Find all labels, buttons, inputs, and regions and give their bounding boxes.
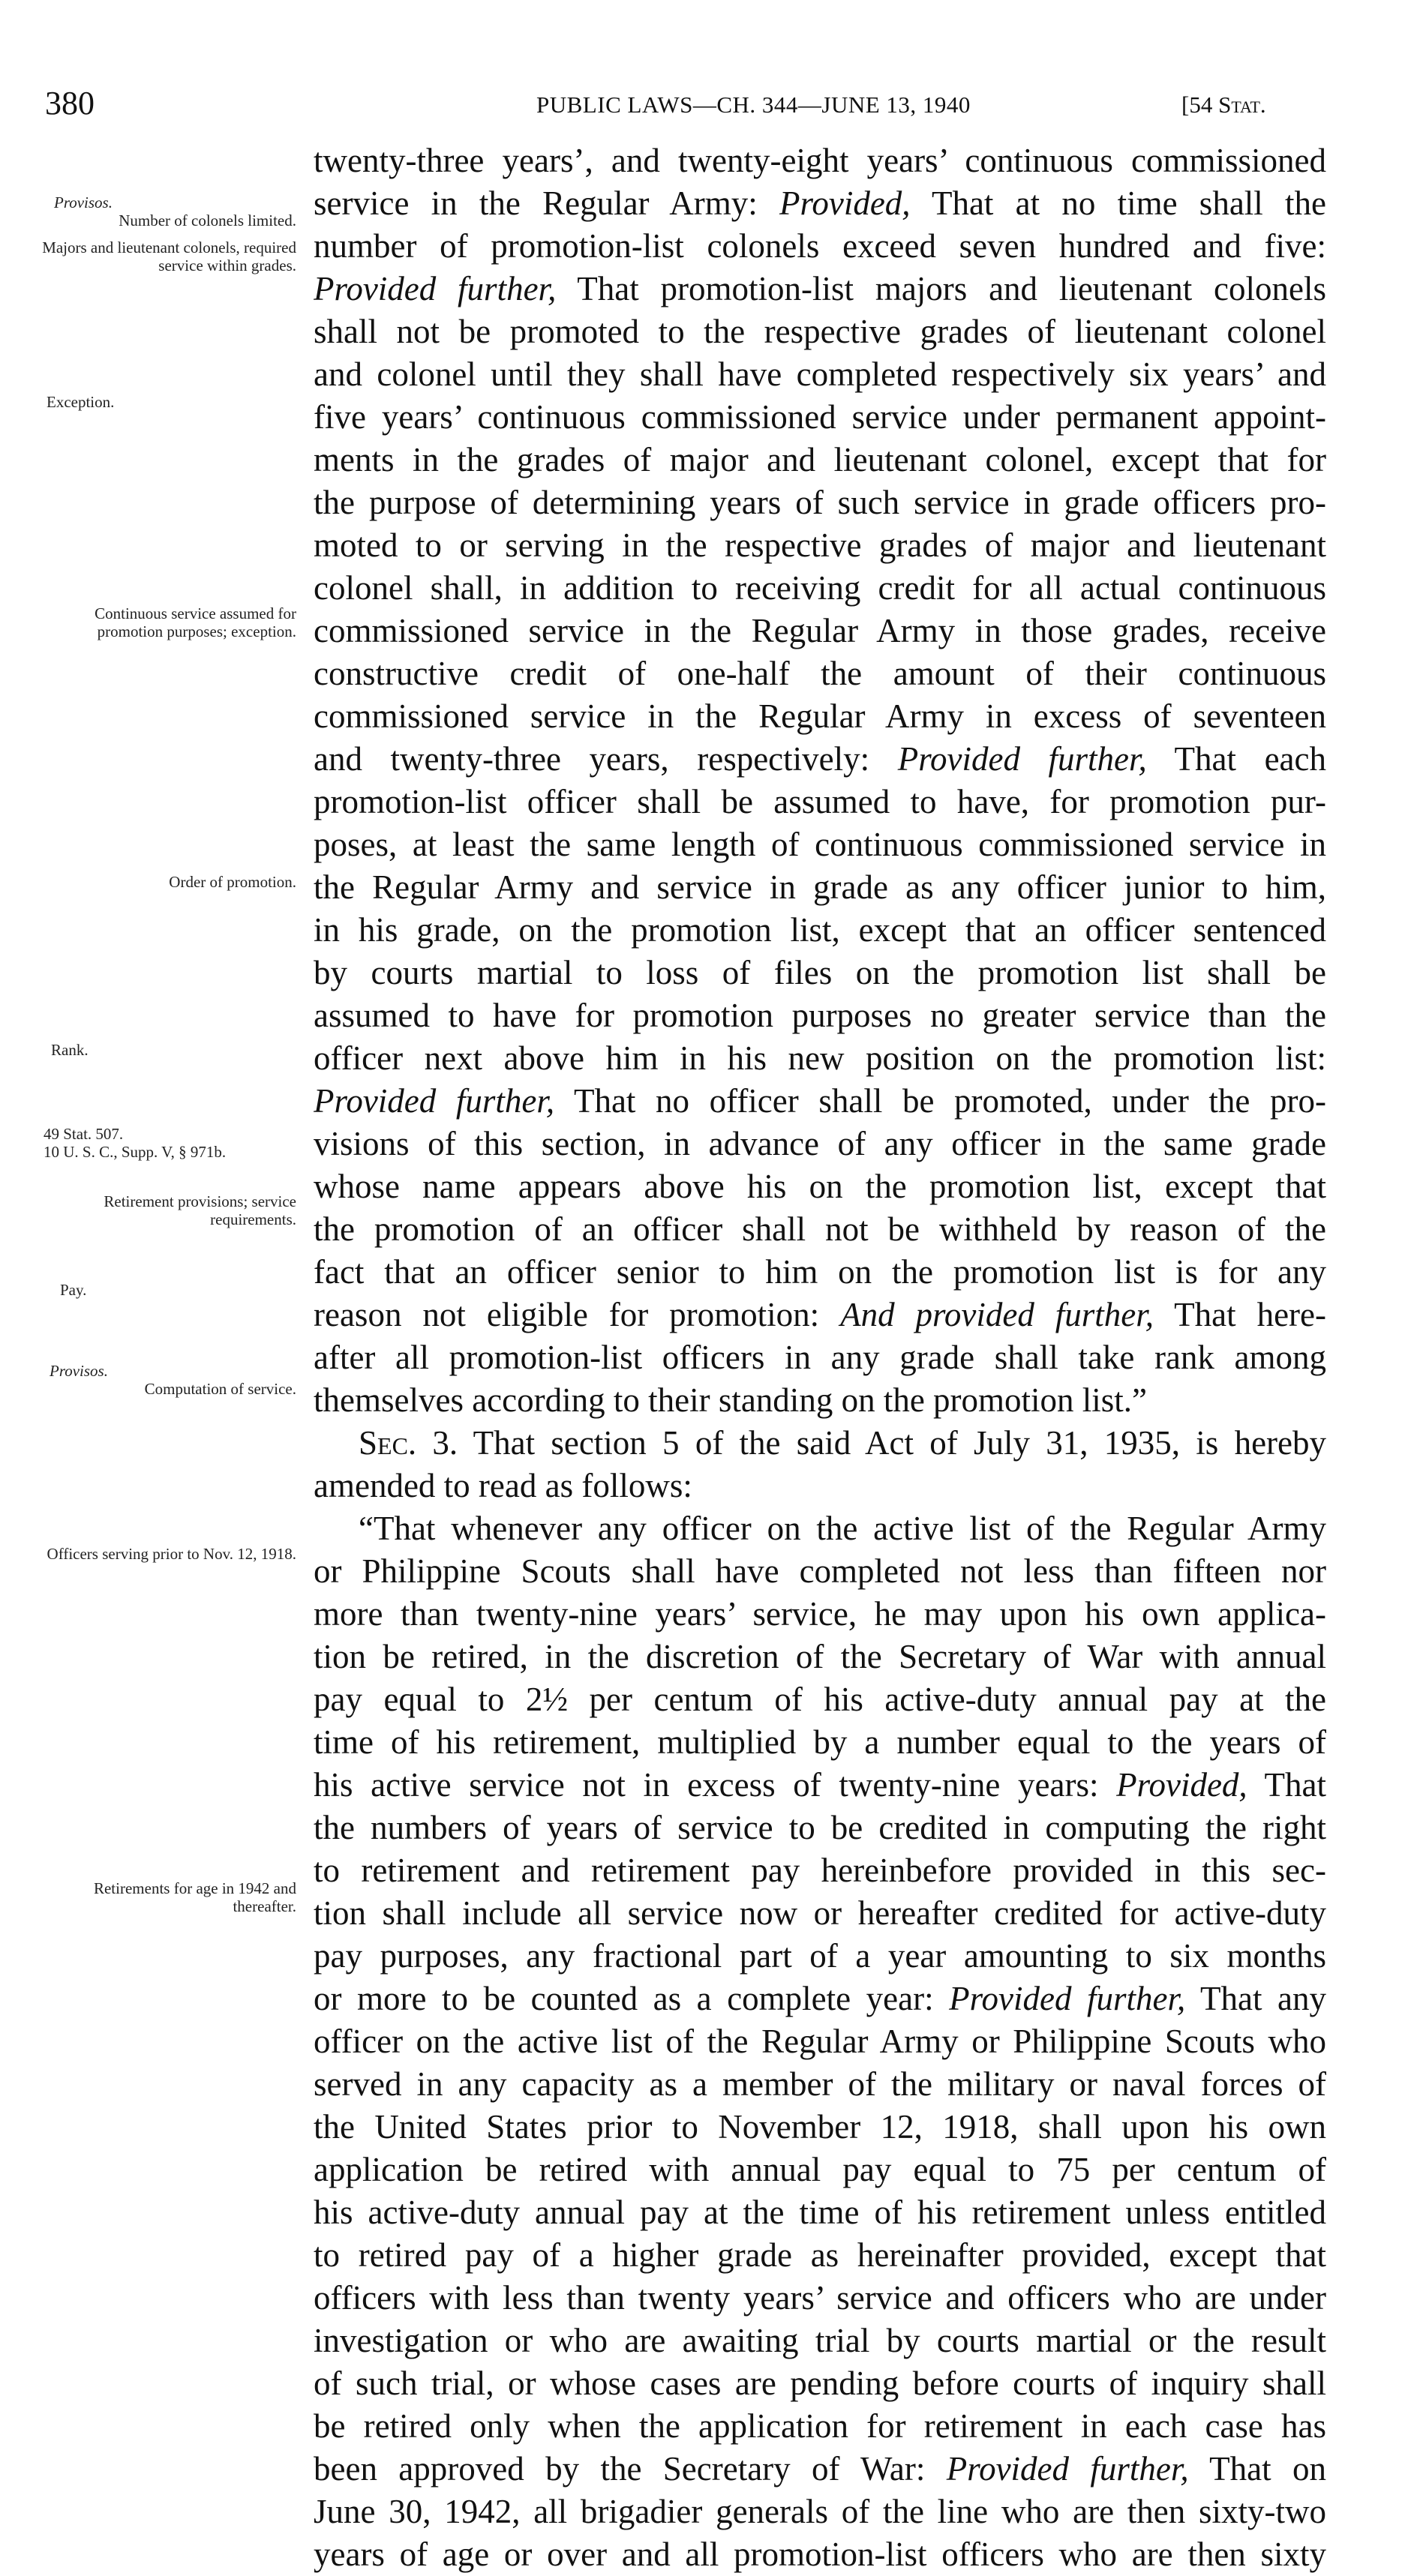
body-line: pay equal to 2½ per centum of his active-duty annual pay at the bbox=[314, 1681, 1326, 1718]
body-line: pay purposes, any fractional part of a year amounting to six months bbox=[314, 1937, 1326, 1975]
body-line: whose name appears above his on the promotion list, except that bbox=[314, 1168, 1326, 1205]
body-line: the purpose of determining years of such service in grade officers pro- bbox=[314, 484, 1326, 521]
margin-note-provisos-2-label: Provisos. bbox=[50, 1362, 108, 1380]
body-line: the numbers of years of service to be credited in computing the right bbox=[314, 1809, 1326, 1846]
body-line: application be retired with annual pay equal to 75 per centum of bbox=[314, 2151, 1326, 2188]
page-number: 380 bbox=[45, 85, 95, 121]
body-line: the promotion of an officer shall not be withheld by reason of the bbox=[314, 1210, 1326, 1248]
margin-note-provisos bbox=[38, 193, 296, 229]
proviso-term: Provided further, bbox=[314, 270, 557, 307]
body-line: officers with less than twenty years’ service and officers who are under bbox=[314, 2279, 1326, 2317]
margin-note-usc-10: 10 U. S. C., Supp. V, § 971b. bbox=[44, 1143, 227, 1161]
margin-note-computation bbox=[38, 1362, 296, 1398]
body-line: to retirement and retirement pay hereinbefore provided in this sec- bbox=[314, 1852, 1326, 1889]
body-line: and twenty-three years, respectively: Provided further, That each bbox=[314, 740, 1326, 778]
body-line: June 30, 1942, all brigadier generals of the line who are then sixty-two bbox=[314, 2493, 1326, 2530]
body-line: tion be retired, in the discretion of the Secretary of War with annual bbox=[314, 1638, 1326, 1675]
body-line: assumed to have for promotion purposes no greater service than the bbox=[314, 997, 1326, 1034]
body-line: fact that an officer senior to him on the promotion list is for any bbox=[314, 1253, 1326, 1291]
proviso-term: Provided, bbox=[779, 184, 911, 222]
margin-note-exception: Exception. bbox=[47, 393, 115, 411]
body-line: be retired only when the application for retirement in each case has bbox=[314, 2407, 1326, 2445]
margin-note-majors-lt-colonels: Majors and lieutenant colonels, required service within grades. bbox=[42, 238, 296, 274]
margin-note-continuous-service: Continuous service assumed for promotion purposes; exception. bbox=[95, 604, 296, 640]
body-line: five years’ continuous commissioned service under permanent appoint- bbox=[314, 398, 1326, 436]
body-line: “That whenever any officer on the active list of the Regular Army bbox=[359, 1510, 1326, 1547]
margin-note-retirement-provisions: Retirement provisions; service requirements. bbox=[104, 1192, 296, 1228]
body-line: more than twenty-nine years’ service, he may upon his own applica- bbox=[314, 1595, 1326, 1633]
body-line: officer next above him in his new position on the promotion list: bbox=[314, 1039, 1326, 1077]
body-line: of such trial, or whose cases are pending before courts of inquiry shall bbox=[314, 2365, 1326, 2402]
body-line: colonel shall, in addition to receiving credit for all actual continuous bbox=[314, 569, 1326, 607]
proviso-term: And provided further, bbox=[840, 1296, 1154, 1333]
section-heading-line: Sec. 3. That section 5 of the said Act of July 31, 1935, is hereby bbox=[359, 1424, 1326, 1462]
body-line: investigation or who are awaiting trial by courts martial or the result bbox=[314, 2322, 1326, 2359]
body-line: after all promotion-list officers in any grade shall take rank among bbox=[314, 1339, 1326, 1376]
body-line: the United States prior to November 12, 1918, shall upon his own bbox=[314, 2108, 1326, 2146]
body-line: visions of this section, in advance of any officer in the same grade bbox=[314, 1125, 1326, 1162]
margin-note-rank: Rank. bbox=[51, 1041, 89, 1059]
body-line: promotion-list officer shall be assumed to have, for promotion pur- bbox=[314, 783, 1326, 820]
body-line: served in any capacity as a member of the military or naval forces of bbox=[314, 2065, 1326, 2103]
body-line: ments in the grades of major and lieutenant colonel, except that for bbox=[314, 441, 1326, 478]
body-line: time of his retirement, multiplied by a number equal to the years of bbox=[314, 1723, 1326, 1761]
proviso-term: Provided further, bbox=[946, 2450, 1189, 2488]
proviso-term: Provided further, bbox=[949, 1980, 1186, 2017]
statute-body bbox=[314, 139, 1326, 2576]
body-line: his active-duty annual pay at the time of his retirement unless entitled bbox=[314, 2194, 1326, 2231]
margin-note-stat-49: 49 Stat. 507. bbox=[44, 1125, 124, 1143]
body-line: constructive credit of one-half the amount of their continuous bbox=[314, 655, 1326, 692]
body-line: or Philippine Scouts shall have completed not less than fifteen nor bbox=[314, 1552, 1326, 1590]
margin-note-order-of-promotion: Order of promotion. bbox=[169, 873, 296, 891]
body-line: his active service not in excess of twenty-nine years: Provided, That bbox=[314, 1766, 1326, 1804]
proviso-term: Provided, bbox=[1116, 1766, 1247, 1804]
margin-note-pay: Pay. bbox=[60, 1281, 87, 1299]
body-line: commissioned service in the Regular Army in excess of seventeen bbox=[314, 697, 1326, 735]
body-line: service in the Regular Army: Provided, That at no time shall the bbox=[314, 184, 1326, 222]
body-line: commissioned service in the Regular Army in those grades, receive bbox=[314, 612, 1326, 649]
body-line: Provided further, That promotion-list majors and lieutenant colonels bbox=[314, 270, 1326, 307]
statute-reference bbox=[1181, 91, 1266, 118]
body-line: years of age or over and all promotion-list officers who are then sixty bbox=[314, 2536, 1326, 2573]
body-line: in his grade, on the promotion list, except that an officer sentenced bbox=[314, 911, 1326, 949]
margin-note-number-colonels: Number of colonels limited. bbox=[119, 211, 296, 229]
body-line: and colonel until they shall have completed respectively six years’ and bbox=[314, 355, 1326, 393]
body-line: by courts martial to loss of files on the promotion list shall be bbox=[314, 954, 1326, 991]
body-line: reason not eligible for promotion: And provided further, That here- bbox=[314, 1296, 1326, 1333]
body-line: twenty-three years’, and twenty-eight years’ continuous commissioned bbox=[314, 142, 1326, 179]
body-line: poses, at least the same length of continuous commissioned service in bbox=[314, 826, 1326, 863]
page-header bbox=[0, 84, 1420, 129]
margin-note-computation-of-service: Computation of service. bbox=[144, 1380, 296, 1398]
statute-reference-volume: [54 bbox=[1181, 91, 1219, 118]
body-line: themselves according to their standing on the promotion list.” bbox=[314, 1381, 1148, 1419]
statute-reference-label: Stat. bbox=[1218, 91, 1266, 118]
body-line: tion shall include all service now or hereafter credited for active-duty bbox=[314, 1894, 1326, 1932]
body-line: to retired pay of a higher grade as hereinafter provided, except that bbox=[314, 2236, 1326, 2274]
body-line: been approved by the Secretary of War: Provided further, That on bbox=[314, 2450, 1326, 2488]
body-line: officer on the active list of the Regular Army or Philippine Scouts who bbox=[314, 2023, 1326, 2060]
body-line: amended to read as follows: bbox=[314, 1467, 692, 1504]
section-label: Sec bbox=[359, 1424, 408, 1462]
proviso-term: Provided further, bbox=[897, 740, 1147, 778]
margin-note-officers-serving: Officers serving prior to Nov. 12, 1918. bbox=[47, 1545, 296, 1563]
body-line: moted to or serving in the respective grades of major and lieutenant bbox=[314, 526, 1326, 564]
body-line: the Regular Army and service in grade as any officer junior to him, bbox=[314, 868, 1326, 906]
body-line: number of promotion-list colonels exceed seven hundred and five: bbox=[314, 227, 1326, 265]
body-line: Provided further, That no officer shall be promoted, under the pro- bbox=[314, 1082, 1326, 1120]
margin-note-retirements-for-age: Retirements for age in 1942 and thereafter. bbox=[93, 1879, 296, 1915]
running-head: PUBLIC LAWS—CH. 344—JUNE 13, 1940 bbox=[536, 91, 971, 118]
proviso-term: Provided further, bbox=[314, 1082, 555, 1120]
body-line: shall not be promoted to the respective grades of lieutenant colonel bbox=[314, 313, 1326, 350]
body-line: or more to be counted as a complete year: Provided further, That any bbox=[314, 1980, 1326, 2017]
margin-note-provisos-label: Provisos. bbox=[54, 193, 113, 211]
